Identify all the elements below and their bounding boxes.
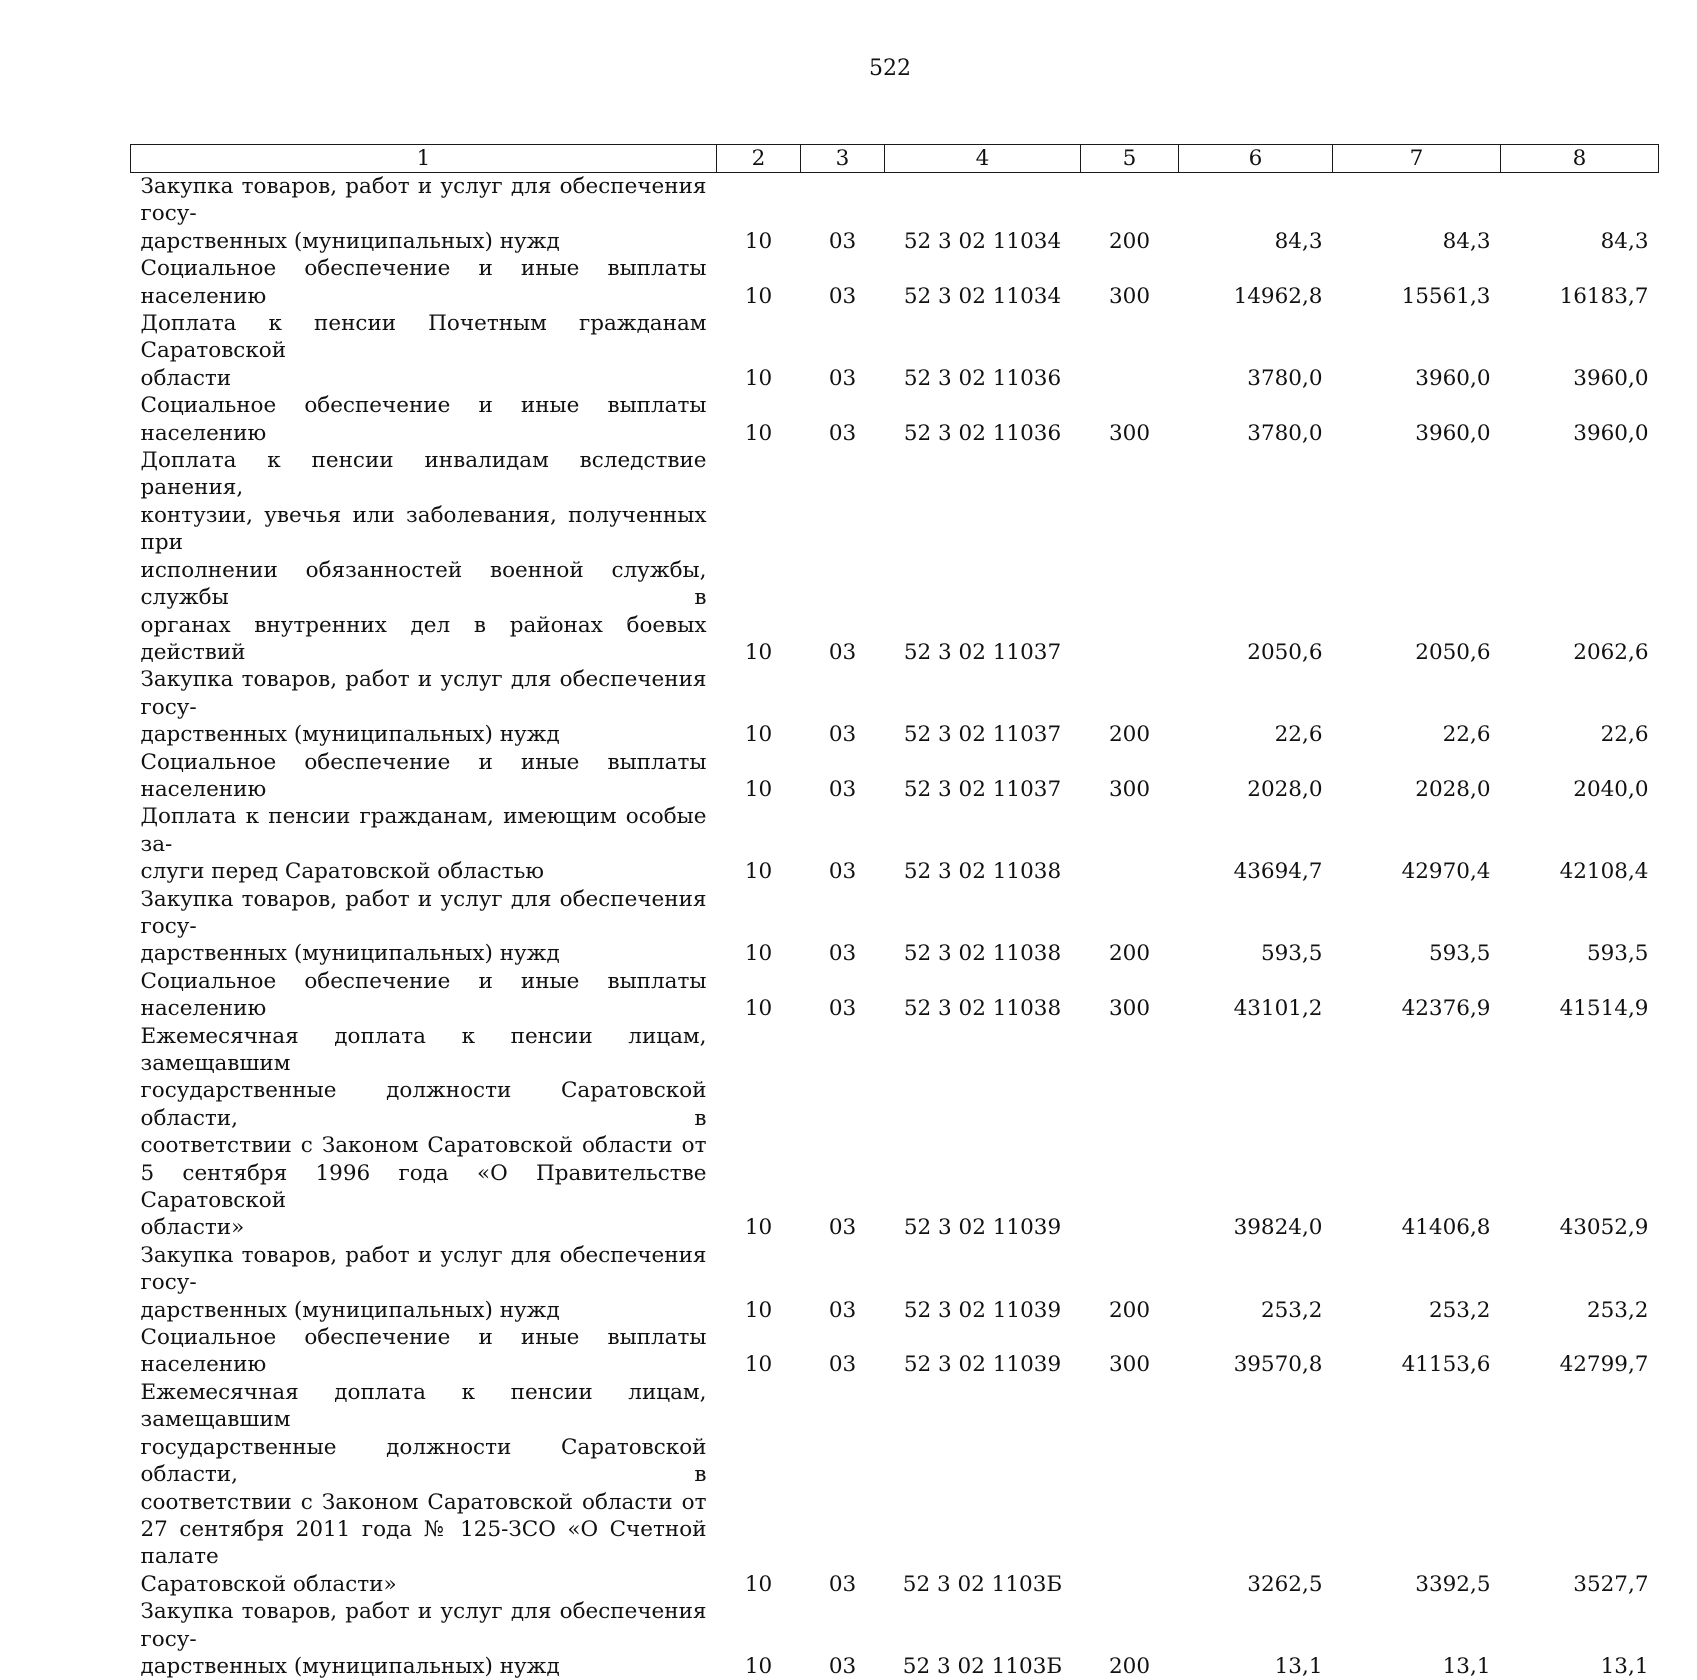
subsection-code: 03 xyxy=(801,968,885,1023)
section-code: 10 xyxy=(717,1023,801,1242)
row-name-line: дарственных (муниципальных) нужд xyxy=(141,228,707,255)
expense-type-code: 200 xyxy=(1081,1242,1179,1324)
amount-col-8: 13,1 xyxy=(1501,1598,1659,1680)
amount-col-6: 43101,2 xyxy=(1179,968,1333,1023)
amount-col-7: 41406,8 xyxy=(1333,1023,1501,1242)
row-name-line: органах внутренних дел в районах боевых действий xyxy=(141,612,707,667)
amount-col-7: 13,1 xyxy=(1333,1598,1501,1680)
column-header-4: 4 xyxy=(885,145,1081,173)
section-code: 10 xyxy=(717,447,801,666)
amount-col-8: 22,6 xyxy=(1501,666,1659,748)
subsection-code: 03 xyxy=(801,173,885,256)
section-code: 10 xyxy=(717,1242,801,1324)
section-code: 10 xyxy=(717,886,801,968)
amount-col-8: 16183,7 xyxy=(1501,255,1659,310)
target-article-code: 52 3 02 11039 xyxy=(885,1242,1081,1324)
row-name-line: дарственных (муниципальных) нужд xyxy=(141,940,707,967)
table-body xyxy=(131,173,1659,1680)
expense-type-code xyxy=(1081,310,1179,392)
table-row xyxy=(131,255,1659,310)
subsection-code: 03 xyxy=(801,1023,885,1242)
amount-col-8: 3960,0 xyxy=(1501,392,1659,447)
row-name xyxy=(131,255,717,310)
expense-type-code: 300 xyxy=(1081,968,1179,1023)
row-name-line: Ежемесячная доплата к пенсии лицам, замещавшим xyxy=(141,1379,707,1434)
section-code: 10 xyxy=(717,803,801,885)
expense-type-code: 200 xyxy=(1081,666,1179,748)
row-name-line: дарственных (муниципальных) нужд xyxy=(141,721,707,748)
expense-type-code xyxy=(1081,447,1179,666)
row-name-line: Ежемесячная доплата к пенсии лицам, замещавшим xyxy=(141,1023,707,1078)
expense-type-code: 300 xyxy=(1081,392,1179,447)
section-code: 10 xyxy=(717,173,801,256)
subsection-code: 03 xyxy=(801,447,885,666)
amount-col-7: 22,6 xyxy=(1333,666,1501,748)
row-name-line: слуги перед Саратовской областью xyxy=(141,858,707,885)
amount-col-6: 43694,7 xyxy=(1179,803,1333,885)
table-row xyxy=(131,1598,1659,1680)
amount-col-6: 84,3 xyxy=(1179,173,1333,256)
amount-col-7: 3960,0 xyxy=(1333,392,1501,447)
row-name-line: 27 сентября 2011 года № 125-ЗСО «О Счетной палате xyxy=(141,1516,707,1571)
section-code: 10 xyxy=(717,1379,801,1598)
amount-col-7: 84,3 xyxy=(1333,173,1501,256)
row-name-line: области» xyxy=(141,1214,707,1241)
row-name-line: соответствии с Законом Саратовской области от xyxy=(141,1132,707,1159)
table-row xyxy=(131,173,1659,256)
row-name xyxy=(131,1023,717,1242)
column-header-1: 1 xyxy=(131,145,717,173)
subsection-code: 03 xyxy=(801,1598,885,1680)
amount-col-6: 14962,8 xyxy=(1179,255,1333,310)
target-article-code: 52 3 02 11037 xyxy=(885,447,1081,666)
amount-col-7: 593,5 xyxy=(1333,886,1501,968)
amount-col-7: 42376,9 xyxy=(1333,968,1501,1023)
target-article-code: 52 3 02 11037 xyxy=(885,749,1081,804)
row-name-line: 5 сентября 1996 года «О Правительстве Саратовской xyxy=(141,1160,707,1215)
target-article-code: 52 3 02 11038 xyxy=(885,968,1081,1023)
subsection-code: 03 xyxy=(801,666,885,748)
subsection-code: 03 xyxy=(801,886,885,968)
row-name-line: Социальное обеспечение и иные выплаты населению xyxy=(141,968,707,1023)
subsection-code: 03 xyxy=(801,1379,885,1598)
row-name-line: Социальное обеспечение и иные выплаты населению xyxy=(141,1324,707,1379)
section-code: 10 xyxy=(717,255,801,310)
expense-type-code xyxy=(1081,1023,1179,1242)
table-row xyxy=(131,447,1659,666)
row-name-line: Саратовской области» xyxy=(141,1571,707,1598)
expense-type-code: 300 xyxy=(1081,749,1179,804)
expense-type-code: 200 xyxy=(1081,886,1179,968)
table-row xyxy=(131,1379,1659,1598)
amount-col-6: 2050,6 xyxy=(1179,447,1333,666)
row-name-line: государственные должности Саратовской области, в xyxy=(141,1434,707,1489)
target-article-code: 52 3 02 11034 xyxy=(885,173,1081,256)
target-article-code: 52 3 02 11034 xyxy=(885,255,1081,310)
expense-type-code: 300 xyxy=(1081,1324,1179,1379)
amount-col-6: 2028,0 xyxy=(1179,749,1333,804)
amount-col-8: 3960,0 xyxy=(1501,310,1659,392)
column-header-8: 8 xyxy=(1501,145,1659,173)
header-row xyxy=(131,145,1659,173)
expense-type-code xyxy=(1081,1379,1179,1598)
table-row xyxy=(131,666,1659,748)
page-number: 522 xyxy=(0,56,1697,82)
row-name-line: исполнении обязанностей военной службы, службы в xyxy=(141,557,707,612)
budget-table xyxy=(130,144,1659,1680)
amount-col-6: 593,5 xyxy=(1179,886,1333,968)
row-name-line: соответствии с Законом Саратовской области от xyxy=(141,1489,707,1516)
amount-col-7: 3960,0 xyxy=(1333,310,1501,392)
row-name xyxy=(131,749,717,804)
column-header-6: 6 xyxy=(1179,145,1333,173)
row-name xyxy=(131,447,717,666)
subsection-code: 03 xyxy=(801,1242,885,1324)
row-name xyxy=(131,310,717,392)
table-row xyxy=(131,886,1659,968)
row-name xyxy=(131,1324,717,1379)
subsection-code: 03 xyxy=(801,255,885,310)
row-name-line: Закупка товаров, работ и услуг для обеспечения госу- xyxy=(141,886,707,941)
section-code: 10 xyxy=(717,749,801,804)
row-name-line: Социальное обеспечение и иные выплаты населению xyxy=(141,749,707,804)
amount-col-7: 15561,3 xyxy=(1333,255,1501,310)
table-row xyxy=(131,749,1659,804)
target-article-code: 52 3 02 11038 xyxy=(885,886,1081,968)
row-name-line: Социальное обеспечение и иные выплаты населению xyxy=(141,392,707,447)
expense-type-code: 200 xyxy=(1081,173,1179,256)
row-name-line: Закупка товаров, работ и услуг для обеспечения госу- xyxy=(141,173,707,228)
subsection-code: 03 xyxy=(801,749,885,804)
amount-col-7: 2050,6 xyxy=(1333,447,1501,666)
table-row xyxy=(131,803,1659,885)
amount-col-6: 253,2 xyxy=(1179,1242,1333,1324)
row-name xyxy=(131,886,717,968)
amount-col-8: 593,5 xyxy=(1501,886,1659,968)
amount-col-7: 3392,5 xyxy=(1333,1379,1501,1598)
amount-col-6: 39824,0 xyxy=(1179,1023,1333,1242)
row-name-line: Закупка товаров, работ и услуг для обеспечения госу- xyxy=(141,1242,707,1297)
target-article-code: 52 3 02 11037 xyxy=(885,666,1081,748)
amount-col-8: 2040,0 xyxy=(1501,749,1659,804)
target-article-code: 52 3 02 11038 xyxy=(885,803,1081,885)
amount-col-6: 39570,8 xyxy=(1179,1324,1333,1379)
amount-col-8: 3527,7 xyxy=(1501,1379,1659,1598)
amount-col-6: 13,1 xyxy=(1179,1598,1333,1680)
row-name xyxy=(131,392,717,447)
row-name xyxy=(131,803,717,885)
subsection-code: 03 xyxy=(801,1324,885,1379)
table-row xyxy=(131,1242,1659,1324)
section-code: 10 xyxy=(717,968,801,1023)
row-name-line: контузии, увечья или заболевания, полученных при xyxy=(141,502,707,557)
section-code: 10 xyxy=(717,1324,801,1379)
column-header-2: 2 xyxy=(717,145,801,173)
amount-col-8: 2062,6 xyxy=(1501,447,1659,666)
amount-col-6: 22,6 xyxy=(1179,666,1333,748)
column-header-5: 5 xyxy=(1081,145,1179,173)
row-name xyxy=(131,1242,717,1324)
subsection-code: 03 xyxy=(801,803,885,885)
amount-col-6: 3262,5 xyxy=(1179,1379,1333,1598)
section-code: 10 xyxy=(717,392,801,447)
amount-col-7: 2028,0 xyxy=(1333,749,1501,804)
row-name xyxy=(131,173,717,256)
amount-col-8: 84,3 xyxy=(1501,173,1659,256)
row-name-line: Закупка товаров, работ и услуг для обеспечения госу- xyxy=(141,1598,707,1653)
row-name-line: государственные должности Саратовской области, в xyxy=(141,1077,707,1132)
row-name xyxy=(131,1598,717,1680)
table-row xyxy=(131,1023,1659,1242)
row-name-line: Закупка товаров, работ и услуг для обеспечения госу- xyxy=(141,666,707,721)
target-article-code: 52 3 02 11036 xyxy=(885,310,1081,392)
amount-col-8: 253,2 xyxy=(1501,1242,1659,1324)
amount-col-8: 43052,9 xyxy=(1501,1023,1659,1242)
column-header-3: 3 xyxy=(801,145,885,173)
row-name-line: Социальное обеспечение и иные выплаты населению xyxy=(141,255,707,310)
section-code: 10 xyxy=(717,666,801,748)
row-name-line: области xyxy=(141,365,707,392)
expense-type-code xyxy=(1081,803,1179,885)
subsection-code: 03 xyxy=(801,392,885,447)
table-row xyxy=(131,310,1659,392)
row-name xyxy=(131,666,717,748)
amount-col-6: 3780,0 xyxy=(1179,392,1333,447)
target-article-code: 52 3 02 11039 xyxy=(885,1324,1081,1379)
target-article-code: 52 3 02 1103Б xyxy=(885,1379,1081,1598)
target-article-code: 52 3 02 11039 xyxy=(885,1023,1081,1242)
subsection-code: 03 xyxy=(801,310,885,392)
target-article-code: 52 3 02 11036 xyxy=(885,392,1081,447)
row-name xyxy=(131,1379,717,1598)
table-row xyxy=(131,968,1659,1023)
row-name-line: Доплата к пенсии инвалидам вследствие ранения, xyxy=(141,447,707,502)
amount-col-8: 41514,9 xyxy=(1501,968,1659,1023)
amount-col-7: 42970,4 xyxy=(1333,803,1501,885)
row-name-line: дарственных (муниципальных) нужд xyxy=(141,1297,707,1324)
amount-col-7: 41153,6 xyxy=(1333,1324,1501,1379)
section-code: 10 xyxy=(717,1598,801,1680)
amount-col-8: 42799,7 xyxy=(1501,1324,1659,1379)
table-row xyxy=(131,1324,1659,1379)
table-row xyxy=(131,392,1659,447)
row-name-line: Доплата к пенсии Почетным гражданам Саратовской xyxy=(141,310,707,365)
column-header-7: 7 xyxy=(1333,145,1501,173)
section-code: 10 xyxy=(717,310,801,392)
expense-type-code: 200 xyxy=(1081,1598,1179,1680)
target-article-code: 52 3 02 1103Б xyxy=(885,1598,1081,1680)
expense-type-code: 300 xyxy=(1081,255,1179,310)
row-name-line: дарственных (муниципальных) нужд xyxy=(141,1653,707,1680)
row-name-line: Доплата к пенсии гражданам, имеющим особые за- xyxy=(141,803,707,858)
amount-col-6: 3780,0 xyxy=(1179,310,1333,392)
amount-col-7: 253,2 xyxy=(1333,1242,1501,1324)
row-name xyxy=(131,968,717,1023)
amount-col-8: 42108,4 xyxy=(1501,803,1659,885)
